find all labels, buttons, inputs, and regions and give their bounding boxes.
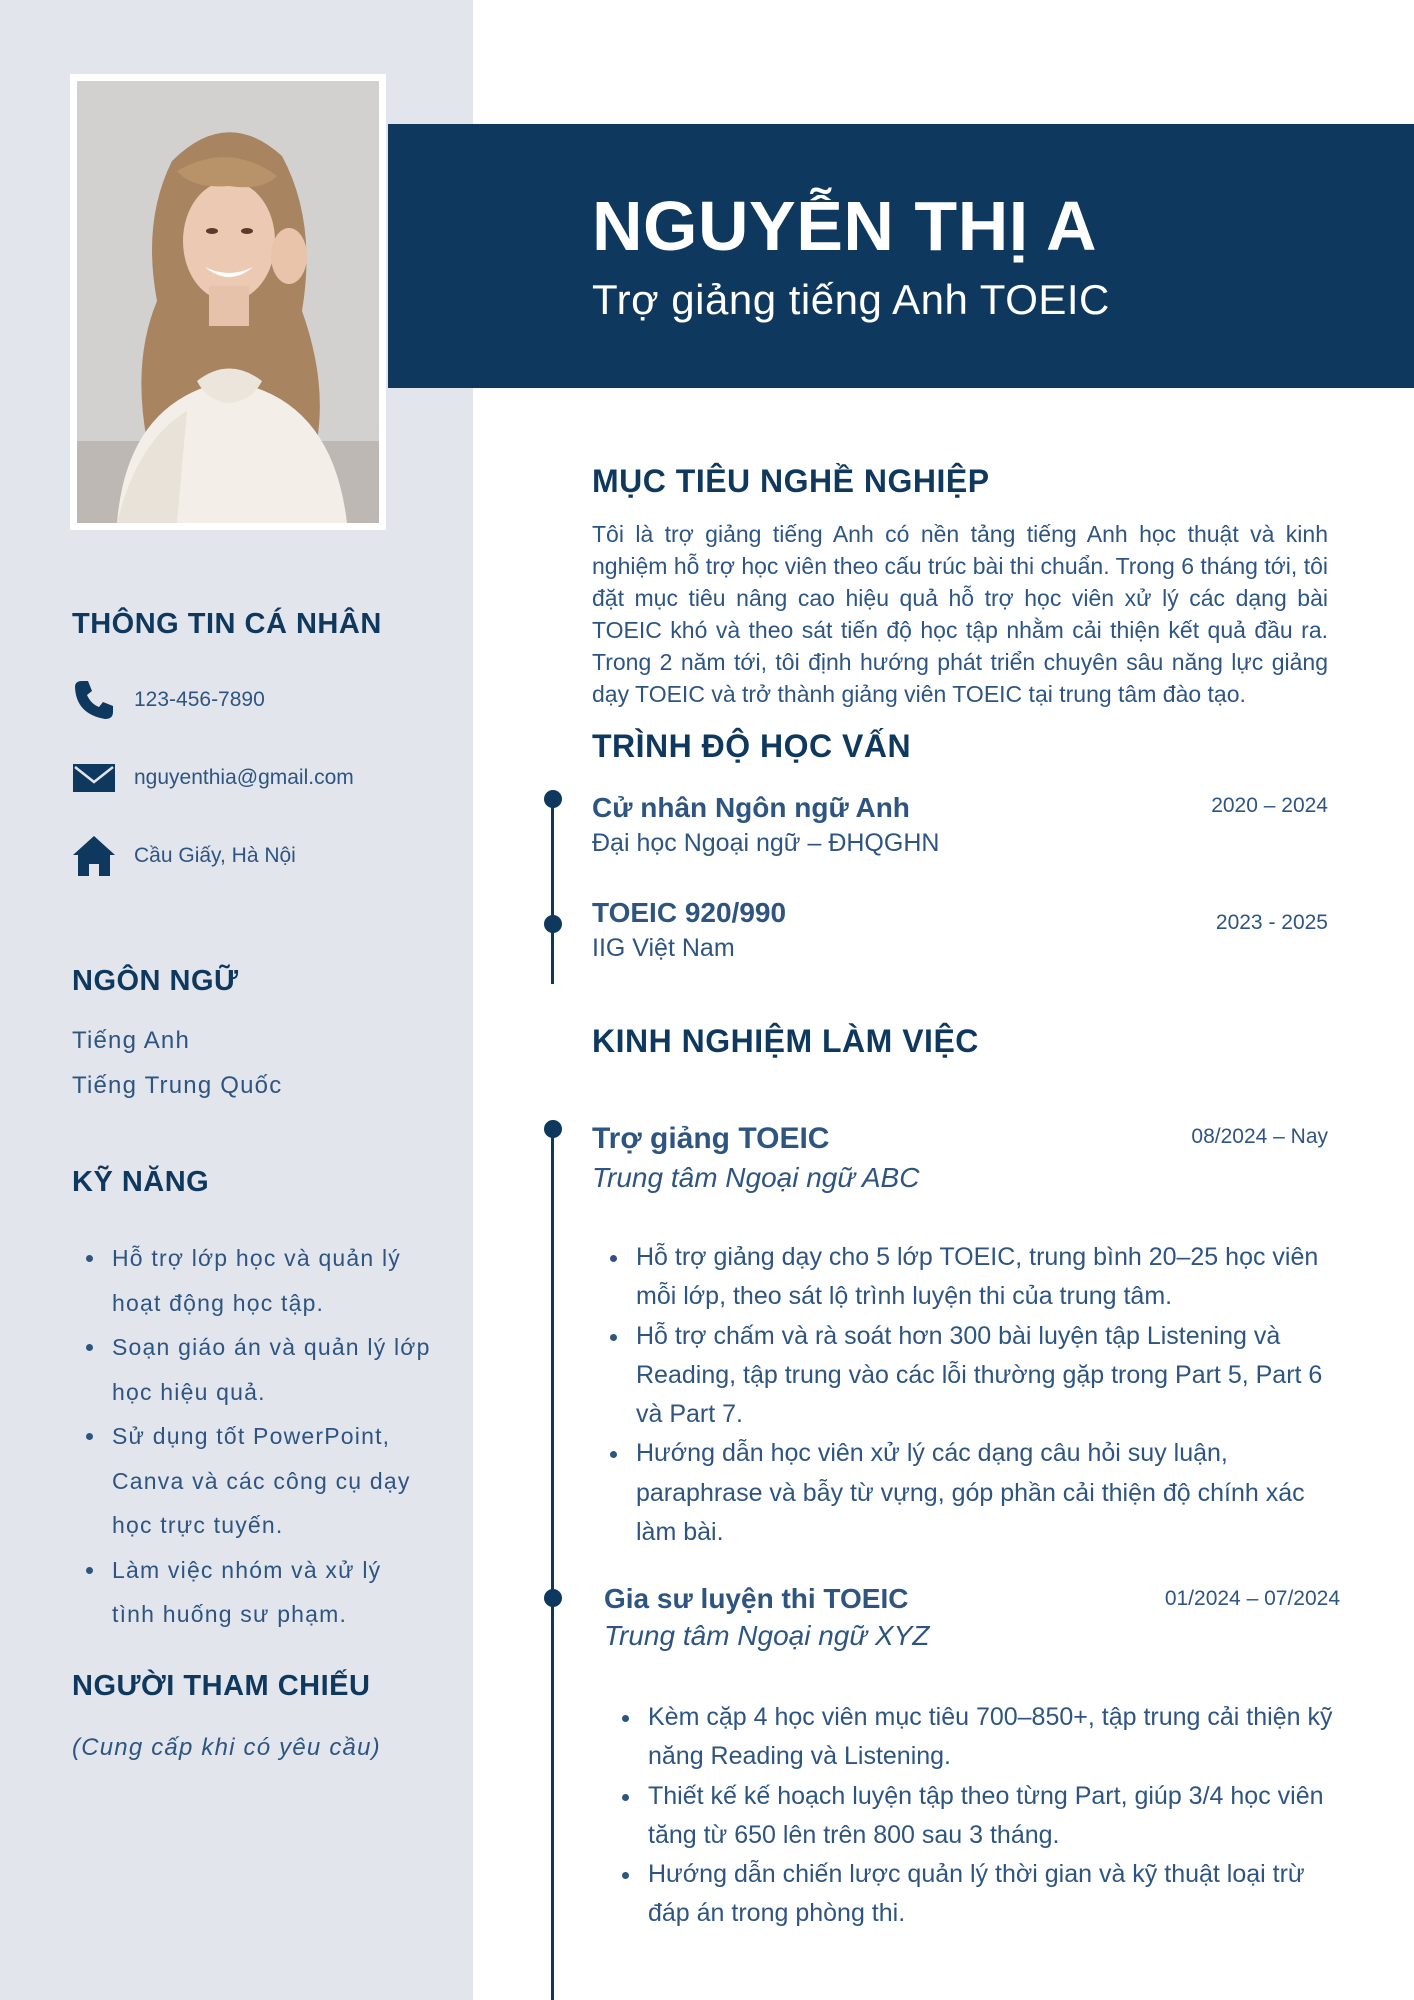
experience-timeline xyxy=(551,1130,554,2000)
education-timeline xyxy=(551,800,554,984)
job-title: Trợ giảng TOEIC xyxy=(592,1122,830,1155)
education-school: Đại học Ngoại ngữ – ĐHQGHN xyxy=(592,829,940,857)
languages-heading: NGÔN NGỮ xyxy=(72,965,239,997)
home-icon xyxy=(72,834,116,878)
email-text: nguyenthia@gmail.com xyxy=(134,766,354,789)
education-school: IIG Việt Nam xyxy=(592,934,735,962)
education-title: TOEIC 920/990 xyxy=(592,897,787,928)
timeline-dot xyxy=(544,915,562,933)
job-bullet: Kèm cặp 4 học viên mục tiêu 700–850+, tập trung cải thiện kỹ năng Reading và Listening. xyxy=(648,1698,1344,1777)
job-bullet: Hướng dẫn học viên xử lý các dạng câu hỏi suy luận, paraphrase và bẫy từ vựng, góp phần cải thiện độ chính xác làm bài. xyxy=(636,1434,1332,1552)
portrait-image xyxy=(77,81,379,523)
skills-heading: KỸ NĂNG xyxy=(72,1166,210,1198)
education-date: 2023 - 2025 xyxy=(1215,911,1328,934)
timeline-dot xyxy=(544,1120,562,1138)
references-heading: NGƯỜI THAM CHIẾU xyxy=(72,1670,371,1702)
education-title: Cử nhân Ngôn ngữ Anh xyxy=(592,792,910,823)
contact-phone xyxy=(72,678,452,722)
candidate-name: NGUYỄN THỊ A xyxy=(592,187,1098,265)
job-bullet: Hỗ trợ chấm và rà soát hơn 300 bài luyện tập Listening và Reading, tập trung vào các lỗi thường gặp trong Part 5, Part 6 và Part 7. xyxy=(636,1317,1332,1435)
candidate-title: Trợ giảng tiếng Anh TOEIC xyxy=(592,276,1110,323)
skill-item: Làm việc nhóm và xử lý tình huống sư phạm. xyxy=(112,1548,432,1637)
address-text: Cầu Giấy, Hà Nội xyxy=(134,844,296,867)
skill-item: Sử dụng tốt PowerPoint, Canva và các công cụ dạy học trực tuyến. xyxy=(112,1414,432,1548)
skills-list xyxy=(72,1236,432,1637)
mail-icon xyxy=(72,756,116,800)
personal-info-heading: THÔNG TIN CÁ NHÂN xyxy=(72,608,382,640)
skill-item: Soạn giáo án và quản lý lớp học hiệu quả. xyxy=(112,1325,432,1414)
skill-item: Hỗ trợ lớp học và quản lý hoạt động học tập. xyxy=(112,1236,432,1325)
objective-heading: MỤC TIÊU NGHỀ NGHIỆP xyxy=(592,463,990,499)
phone-icon xyxy=(72,678,116,722)
timeline-dot xyxy=(544,790,562,808)
job-date: 01/2024 – 07/2024 xyxy=(1164,1587,1340,1610)
references-note: (Cung cấp khi có yêu cầu) xyxy=(72,1734,381,1761)
education-heading: TRÌNH ĐỘ HỌC VẤN xyxy=(592,728,912,764)
job-date: 08/2024 – Nay xyxy=(1191,1125,1328,1148)
contact-address xyxy=(72,834,452,878)
job-bullet: Hỗ trợ giảng dạy cho 5 lớp TOEIC, trung bình 20–25 học viên mỗi lớp, theo sát lộ trình luyện thi của trung tâm. xyxy=(636,1238,1332,1317)
experience-heading: KINH NGHIỆM LÀM VIỆC xyxy=(592,1023,979,1059)
phone-text: 123-456-7890 xyxy=(134,688,265,711)
job-bullet: Hướng dẫn chiến lược quản lý thời gian và kỹ thuật loại trừ đáp án trong phòng thi. xyxy=(648,1855,1344,1934)
language-item: Tiếng Trung Quốc xyxy=(72,1072,283,1099)
timeline-dot xyxy=(544,1589,562,1607)
contact-email xyxy=(72,756,452,800)
job-company: Trung tâm Ngoại ngữ XYZ xyxy=(604,1620,930,1651)
objective-text: Tôi là trợ giảng tiếng Anh có nền tảng tiếng Anh học thuật và kinh nghiệm hỗ trợ học viên theo cấu trúc bài thi chuẩn. Trong 6 tháng tới, tôi đặt mục tiêu nâng cao hiệu quả hỗ trợ học viên xử lý các dạng bài TOEIC khó và theo sát tiến độ học tập nhằm cải thiện kết quả đầu ra. Trong 2 năm tới, tôi định hướng phát triển chuyên sâu năng lực giảng dạy TOEIC và trở thành giảng viên TOEIC tại trung tâm đào tạo. xyxy=(592,521,1328,707)
job-company: Trung tâm Ngoại ngữ ABC xyxy=(592,1162,920,1193)
job-bullet: Thiết kế kế hoạch luyện tập theo từng Part, giúp 3/4 học viên tăng từ 650 lên trên 800 sau 3 tháng. xyxy=(648,1777,1344,1856)
job-bullets xyxy=(604,1698,1344,1934)
job-bullets xyxy=(592,1238,1332,1552)
profile-photo xyxy=(70,74,386,530)
job-title: Gia sư luyện thi TOEIC xyxy=(604,1583,909,1614)
education-date: 2020 – 2024 xyxy=(1211,794,1328,817)
language-item: Tiếng Anh xyxy=(72,1027,190,1054)
